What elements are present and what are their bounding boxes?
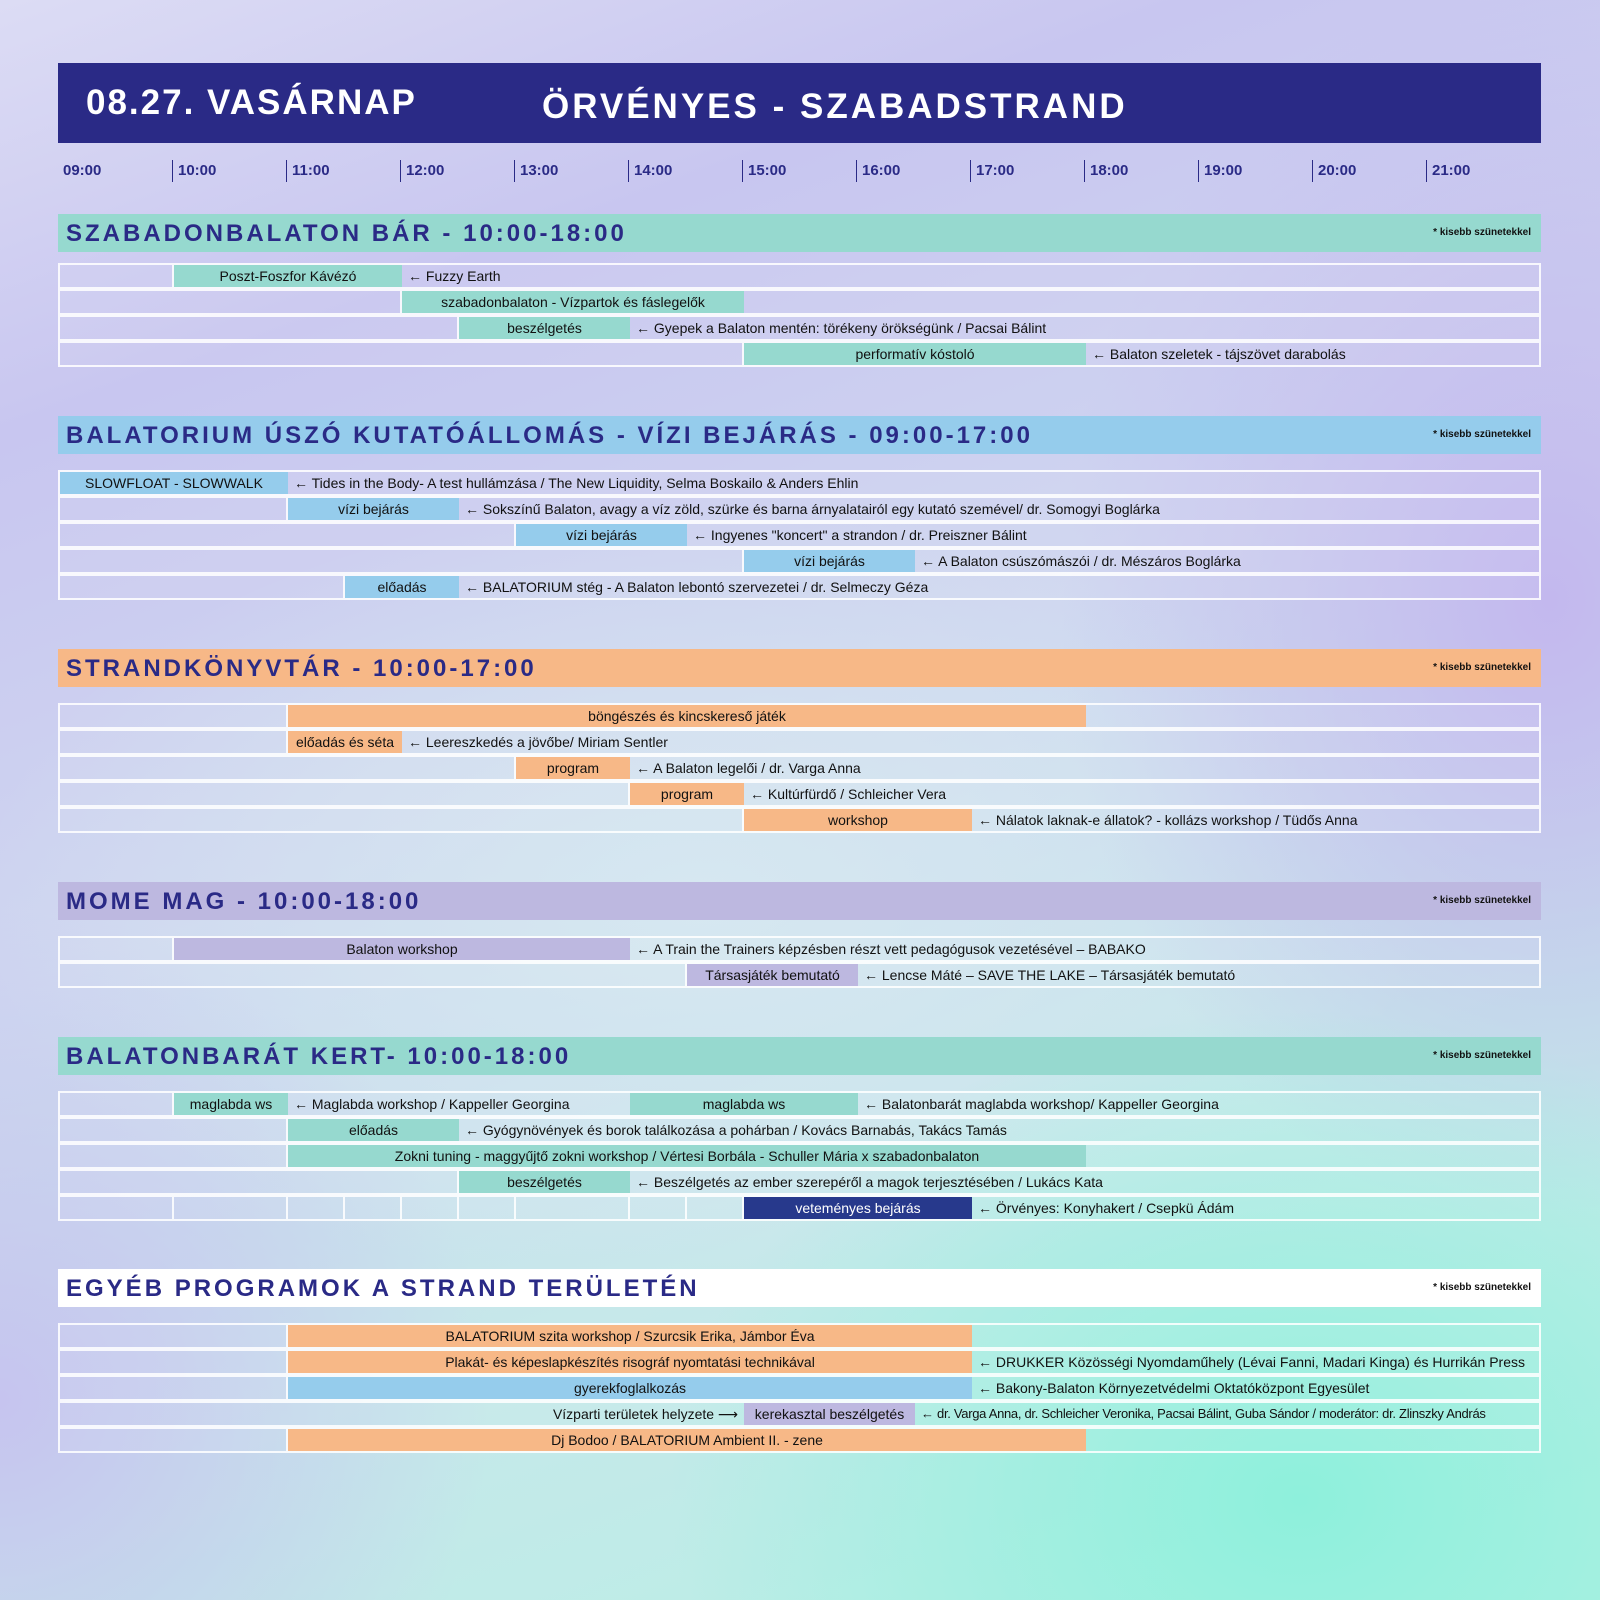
hour-label: 17:00 [970,160,1014,182]
section-note: * kisebb szünetekkel [1433,895,1531,906]
event-description: ← Tides in the Body- A test hullámzása / The New Liquidity, Selma Boskailo & Anders Ehlin [294,475,859,491]
event-block: előadás és séta [288,731,402,753]
empty-cell [60,265,174,287]
section-header-szabadonbalaton-bar [58,214,1541,252]
hour-label: 13:00 [514,160,558,182]
section-title: MOME MAG - 10:00-18:00 [66,888,422,915]
event-block: performatív kóstoló [744,343,1086,365]
empty-cell [60,731,288,753]
event-block: veteményes bejárás [744,1197,972,1219]
schedule-row [58,703,1541,729]
event-block: program [516,757,630,779]
event-description: ← A Balaton csúszómászói / dr. Mészáros Boglárka [921,553,1241,569]
empty-cell [60,1145,288,1167]
empty-cell [60,1171,459,1193]
empty-cell [60,705,288,727]
event-description: ← Sokszínű Balaton, avagy a víz zöld, szürke és barna árnyalatairól egy kutató szemével/ dr. Somogyi Boglárka [465,501,1160,517]
section-header-strandkonyvtar [58,649,1541,687]
event-description: ← Gyógynövények és borok találkozása a pohárban / Kovács Barnabás, Takács Tamás [465,1122,1007,1138]
event-description: ← Bakony-Balaton Környezetvédelmi Oktatóközpont Egyesület [978,1380,1370,1396]
event-description: ← Balaton szeletek - tájszövet darabolás [1092,346,1346,362]
schedule-row [58,522,1541,548]
event-description: ← Balatonbarát maglabda workshop/ Kappeller Georgina [864,1096,1219,1112]
schedule-row [58,470,1541,496]
event-description: ← Gyepek a Balaton mentén: törékeny örökségünk / Pacsai Bálint [636,320,1047,336]
schedule-row [58,1091,1541,1117]
section-note: * kisebb szünetekkel [1433,227,1531,238]
empty-cell [174,1197,288,1219]
section-header-egyeb-programok [58,1269,1541,1307]
section-title: BALATONBARÁT KERT- 10:00-18:00 [66,1043,572,1070]
empty-cell [60,1325,288,1347]
schedule-row [58,962,1541,988]
empty-cell [60,1351,288,1373]
event-block: kerekasztal beszélgetés [744,1403,915,1425]
event-block: SLOWFLOAT - SLOWWALK [60,472,288,494]
header-date: 08.27. VASÁRNAP [86,83,417,122]
empty-cell [459,1197,516,1219]
section-title: EGYÉB PROGRAMOK A STRAND TERÜLETÉN [66,1275,700,1302]
event-block: gyerekfoglalkozás [288,1377,972,1399]
hour-label: 16:00 [856,160,900,182]
event-description: ← A Balaton legelői / dr. Varga Anna [636,760,861,776]
empty-cell [345,1197,402,1219]
hour-label: 20:00 [1312,160,1356,182]
event-description: ← Fuzzy Earth [408,268,501,284]
event-block: program [630,783,744,805]
event-block: Zokni tuning - maggyűjtő zokni workshop / Vértesi Borbála - Schuller Mária x szabadonbalaton [288,1145,1086,1167]
event-block: böngészés és kincskereső játék [288,705,1086,727]
hour-label: 21:00 [1426,160,1470,182]
schedule-row [58,1375,1541,1401]
event-block: Plakát- és képeslapkészítés risográf nyomtatási technikával [288,1351,972,1373]
hour-label: 09:00 [63,162,102,179]
event-block: előadás [288,1119,459,1141]
empty-cell [60,1429,288,1451]
empty-cell [288,1197,345,1219]
schedule-row [58,1349,1541,1375]
empty-cell [516,1197,630,1219]
event-block: vízi bejárás [516,524,687,546]
event-description: ← Örvényes: Konyhakert / Csepkü Ádám [978,1200,1234,1216]
schedule-row [58,315,1541,341]
event-description: ← A Train the Trainers képzésben részt vett pedagógusok vezetésével – BABAKO [636,941,1146,957]
event-description: ← dr. Varga Anna, dr. Schleicher Veronika, Pacsai Bálint, Guba Sándor / moderátor: dr. Zlinszky András [921,1406,1486,1421]
event-block: maglabda ws [630,1093,858,1115]
schedule-row [58,263,1541,289]
schedule-row [58,289,1541,315]
schedule-row [58,1195,1541,1221]
event-block: Balaton workshop [174,938,630,960]
hour-label: 15:00 [742,160,786,182]
section-title: BALATORIUM ÚSZÓ KUTATÓÁLLOMÁS - VÍZI BEJÁRÁS - 09:00-17:00 [66,422,1033,449]
event-block: vízi bejárás [744,550,915,572]
event-description: ← DRUKKER Közösségi Nyomdaműhely (Lévai Fanni, Madari Kinga) és Hurrikán Press [978,1354,1525,1370]
schedule-row [58,548,1541,574]
empty-cell [60,964,687,986]
event-pre-label: Vízparti területek helyzete ⟶ [552,1406,738,1422]
section-note: * kisebb szünetekkel [1433,662,1531,673]
empty-cell [60,1093,174,1115]
schedule-row [58,574,1541,600]
event-block: Társasjáték bemutató [687,964,858,986]
event-description: ← Nálatok laknak-e állatok? - kollázs workshop / Tüdős Anna [978,812,1358,828]
event-block: előadás [345,576,459,598]
empty-cell [687,1197,744,1219]
event-block: Dj Bodoo / BALATORIUM Ambient II. - zene [288,1429,1086,1451]
section-header-mome-mag [58,882,1541,920]
schedule-row [58,781,1541,807]
event-block: beszélgetés [459,317,630,339]
schedule-row [58,341,1541,367]
event-description: ← Leereszkedés a jövőbe/ Miriam Sentler [408,734,668,750]
event-description: ← Maglabda workshop / Kappeller Georgina [294,1096,570,1112]
schedule-row [58,936,1541,962]
section-title: SZABADONBALATON BÁR - 10:00-18:00 [66,220,627,247]
event-description: ← Beszélgetés az ember szerepéről a magok terjesztésében / Lukács Kata [636,1174,1103,1190]
empty-cell [60,524,516,546]
empty-cell [60,343,744,365]
empty-cell [60,809,744,831]
empty-cell [402,1197,459,1219]
empty-cell [60,317,459,339]
event-description: ← BALATORIUM stég - A Balaton lebontó szervezetei / dr. Selmeczy Géza [465,579,929,595]
hour-label: 19:00 [1198,160,1242,182]
event-description: ← Kultúrfürdő / Schleicher Vera [750,786,947,802]
empty-cell [60,1197,174,1219]
section-title: STRANDKÖNYVTÁR - 10:00-17:00 [66,655,537,682]
empty-cell [60,757,516,779]
event-block: Poszt-Foszfor Kávézó [174,265,402,287]
section-note: * kisebb szünetekkel [1433,1050,1531,1061]
empty-cell [60,498,288,520]
hour-label: 14:00 [628,160,672,182]
empty-cell [60,550,744,572]
event-block: workshop [744,809,972,831]
section-header-balatonbarat-kert [58,1037,1541,1075]
schedule-row [58,1427,1541,1453]
empty-cell [60,576,345,598]
empty-cell [630,1197,687,1219]
event-block: maglabda ws [174,1093,288,1115]
event-block: szabadonbalaton - Vízpartok és fáslegelők [402,291,744,313]
schedule-row [58,1323,1541,1349]
empty-cell [60,291,402,313]
hour-label: 11:00 [286,160,330,182]
empty-cell [60,1119,288,1141]
hour-label: 12:00 [400,160,444,182]
empty-cell [60,938,174,960]
schedule-row [58,729,1541,755]
schedule-row [58,807,1541,833]
event-block: BALATORIUM szita workshop / Szurcsik Erika, Jámbor Éva [288,1325,972,1347]
section-header-balatorium [58,416,1541,454]
hour-label: 10:00 [172,160,216,182]
time-axis [58,160,1541,184]
schedule-row [58,496,1541,522]
schedule-row [58,1401,1541,1427]
page-header [58,63,1541,143]
header-location: ÖRVÉNYES - SZABADSTRAND [542,87,1128,126]
schedule-row [58,755,1541,781]
event-block: vízi bejárás [288,498,459,520]
empty-cell [60,783,630,805]
event-description: ← Lencse Máté – SAVE THE LAKE – Társasjáték bemutató [864,967,1236,983]
event-block: beszélgetés [459,1171,630,1193]
section-note: * kisebb szünetekkel [1433,429,1531,440]
hour-label: 18:00 [1084,160,1128,182]
schedule-row [58,1169,1541,1195]
event-description: ← Ingyenes "koncert" a strandon / dr. Preiszner Bálint [693,527,1027,543]
schedule-row [58,1143,1541,1169]
section-note: * kisebb szünetekkel [1433,1282,1531,1293]
empty-cell [60,1377,288,1399]
schedule-row [58,1117,1541,1143]
